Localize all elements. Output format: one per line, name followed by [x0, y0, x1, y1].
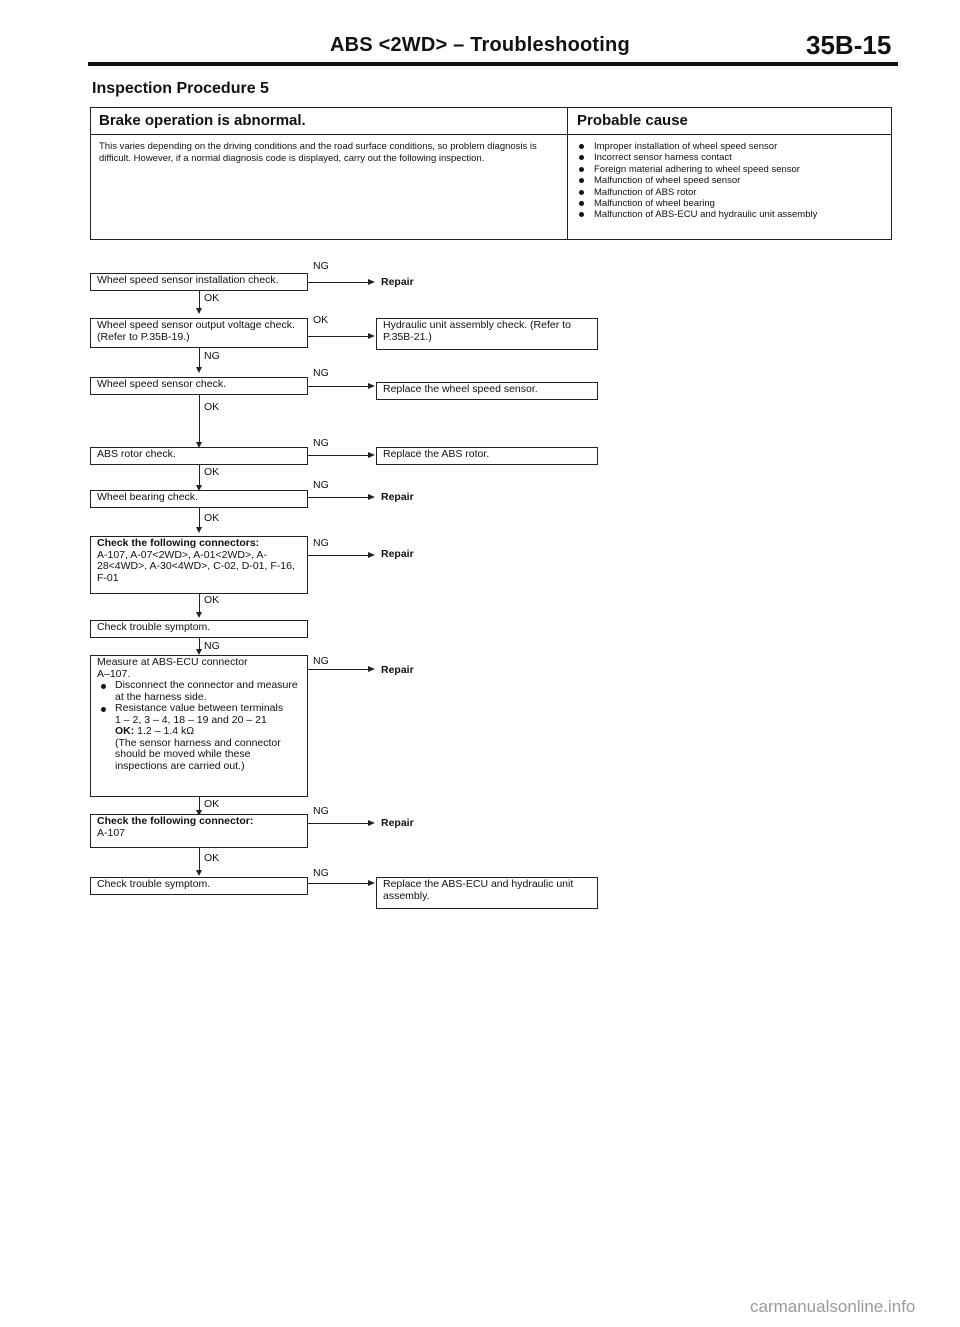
ok-label: OK — [204, 512, 220, 524]
cause-item — [577, 198, 889, 209]
cause-text: Foreign material adhering to wheel speed sensor — [594, 163, 800, 175]
bullet-icon — [579, 190, 584, 195]
result-label: Replace the wheel speed sensor. — [383, 383, 538, 395]
ng-connector — [308, 282, 368, 283]
ok-connector — [199, 594, 200, 614]
result-hydraulic-unit-check — [376, 318, 598, 350]
connector-list: A-107 — [97, 826, 126, 839]
step-check-trouble-symptom — [90, 620, 308, 638]
repair-result: Repair — [381, 664, 414, 676]
bullet-icon — [579, 212, 584, 217]
ok-connector — [199, 848, 200, 871]
symptom-cause-table — [90, 107, 892, 240]
ok-label: OK — [204, 798, 220, 810]
repair-result: Repair — [381, 817, 414, 829]
measurement-note: (The sensor harness and connector should be moved while these inspections are carried out.) — [115, 736, 281, 772]
step-wheel-speed-sensor-check — [90, 377, 308, 395]
measurement-instructions — [97, 680, 301, 772]
cause-text: Malfunction of ABS-ECU and hydraulic unit assembly — [594, 209, 818, 221]
step-label: Wheel speed sensor output voltage check. (Refer to P.35B-19.) — [97, 319, 295, 343]
cause-item — [577, 175, 889, 186]
ng-connector — [199, 348, 200, 368]
cause-item — [577, 141, 889, 152]
bullet-icon — [579, 167, 584, 172]
arrow-down-icon — [196, 308, 202, 314]
bullet-icon — [579, 201, 584, 206]
instruction-item — [97, 703, 301, 772]
table-column-divider — [567, 108, 568, 239]
ok-label: OK — [313, 314, 329, 326]
ng-label: NG — [313, 479, 329, 491]
step-heading: Check the following connectors: — [97, 537, 260, 549]
bullet-icon — [579, 155, 584, 160]
step-check-connector-a107 — [90, 814, 308, 848]
step-output-voltage-check — [90, 318, 308, 348]
ok-label: OK — [204, 852, 220, 864]
bullet-icon — [579, 144, 584, 149]
ok-connector — [199, 797, 200, 811]
step-label: Wheel bearing check. — [97, 491, 198, 503]
instruction-text: Disconnect the connector and measure at the harness side. — [115, 679, 298, 703]
connector-id: A–107. — [97, 667, 131, 680]
step-heading: Measure at ABS-ECU connector — [97, 656, 248, 668]
page-number: 35B-15 — [806, 30, 892, 60]
ng-connector — [308, 669, 368, 670]
ok-connector — [199, 291, 200, 309]
instruction-item — [97, 680, 301, 703]
ok-label: OK — [204, 466, 220, 478]
repair-result: Repair — [381, 276, 414, 288]
cause-text: Malfunction of wheel speed sensor — [594, 175, 741, 187]
step-label: ABS rotor check. — [97, 448, 176, 460]
step-label: Check trouble symptom. — [97, 621, 211, 633]
repair-result: Repair — [381, 491, 414, 503]
bullet-icon — [101, 707, 106, 712]
step-measure-abs-ecu-connector — [90, 655, 308, 797]
cause-item — [577, 164, 889, 175]
step-label: Wheel speed sensor installation check. — [97, 274, 279, 286]
ng-label: NG — [313, 655, 329, 667]
watermark: carmanualsonline.info — [750, 1297, 916, 1316]
ng-connector — [308, 883, 368, 884]
result-label: Replace the ABS-ECU and hydraulic unit assembly. — [383, 878, 574, 902]
procedure-title: Inspection Procedure 5 — [92, 80, 269, 97]
connector-list: A-107, A-07<2WD>, A-01<2WD>, A-28<4WD>, A-30<4WD>, C-02, D-01, F-16, F-01 — [97, 548, 295, 584]
ng-connector — [308, 455, 368, 456]
ok-connector — [199, 465, 200, 486]
arrow-right-icon — [368, 452, 375, 458]
ok-label: OK — [204, 292, 220, 304]
ok-label: OK — [204, 401, 220, 413]
ng-label: NG — [313, 867, 329, 879]
ng-label: NG — [313, 437, 329, 449]
bullet-icon — [101, 684, 106, 689]
step-wheel-bearing-check — [90, 490, 308, 508]
header-rule — [88, 62, 898, 66]
ng-label: NG — [204, 640, 220, 652]
ng-connector — [308, 823, 368, 824]
ok-connector — [199, 395, 200, 443]
arrow-down-icon — [196, 612, 202, 618]
symptom-header: Brake operation is abnormal. — [99, 112, 306, 129]
step-check-connectors — [90, 536, 308, 594]
ng-label: NG — [313, 537, 329, 549]
arrow-right-icon — [368, 820, 375, 826]
probable-cause-list — [577, 141, 889, 221]
cause-text: Incorrect sensor harness contact — [594, 152, 732, 164]
ng-label: NG — [313, 260, 329, 272]
arrow-down-icon — [196, 527, 202, 533]
spec-label: OK: — [115, 725, 135, 737]
ng-connector — [308, 555, 368, 556]
arrow-down-icon — [196, 870, 202, 876]
cause-item — [577, 152, 889, 163]
step-sensor-installation-check — [90, 273, 308, 291]
page-title: ABS <2WD> – Troubleshooting — [330, 34, 630, 56]
result-replace-abs-rotor — [376, 447, 598, 465]
arrow-right-icon — [368, 279, 375, 285]
table-header-divider — [91, 134, 891, 135]
result-replace-wheel-speed-sensor — [376, 382, 598, 400]
result-replace-abs-ecu-hydraulic-unit — [376, 877, 598, 909]
symptom-description: This varies depending on the driving conditions and the road surface conditions, so problem diagnosis is difficult. However, if a normal diagnosis code is displayed, carry out the following inspection. — [99, 141, 537, 164]
cause-text: Malfunction of wheel bearing — [594, 198, 715, 210]
ng-label: NG — [204, 350, 220, 362]
cause-header: Probable cause — [577, 112, 688, 129]
cause-text: Malfunction of ABS rotor — [594, 186, 697, 198]
ng-connector — [308, 497, 368, 498]
arrow-right-icon — [368, 494, 375, 500]
arrow-right-icon — [368, 383, 375, 389]
result-label: Replace the ABS rotor. — [383, 448, 490, 460]
ng-label: NG — [313, 805, 329, 817]
arrow-right-icon — [368, 666, 375, 672]
ng-connector — [308, 386, 368, 387]
instruction-text: Resistance value between terminals — [115, 702, 284, 714]
arrow-right-icon — [368, 880, 375, 886]
ok-label: OK — [204, 594, 220, 606]
bullet-icon — [579, 178, 584, 183]
step-label: Wheel speed sensor check. — [97, 378, 226, 390]
step-check-trouble-symptom-final — [90, 877, 308, 895]
terminal-pairs: 1 – 2, 3 – 4, 18 – 19 and 20 – 21 — [115, 713, 267, 726]
ng-label: NG — [313, 367, 329, 379]
step-heading: Check the following connector: — [97, 815, 254, 827]
repair-result: Repair — [381, 548, 414, 560]
step-label: Check trouble symptom. — [97, 878, 211, 890]
cause-item — [577, 187, 889, 198]
arrow-right-icon — [368, 333, 375, 339]
spec-value: 1.2 – 1.4 kΩ — [137, 725, 195, 737]
result-label: Hydraulic unit assembly check. (Refer to P.35B-21.) — [383, 319, 571, 343]
step-abs-rotor-check — [90, 447, 308, 465]
cause-text: Improper installation of wheel speed sensor — [594, 141, 778, 152]
arrow-right-icon — [368, 552, 375, 558]
ok-connector — [308, 336, 368, 337]
arrow-down-icon — [196, 367, 202, 373]
ok-connector — [199, 508, 200, 528]
cause-item — [577, 209, 889, 220]
